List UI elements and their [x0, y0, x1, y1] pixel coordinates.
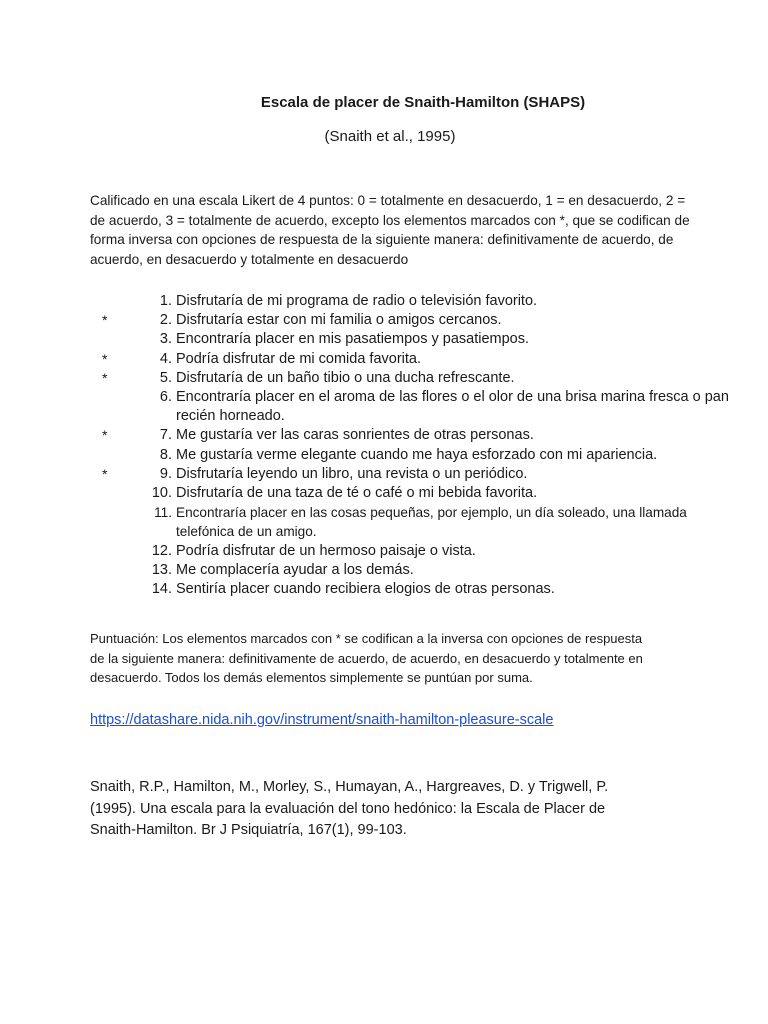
list-item	[90, 311, 730, 330]
list-item	[90, 369, 730, 388]
item-number: 12.	[151, 542, 172, 559]
item-number: 11.	[154, 505, 172, 521]
list-item	[90, 465, 730, 484]
item-number: 3.	[159, 331, 172, 348]
list-item	[90, 446, 730, 465]
item-number: 6.	[159, 389, 172, 406]
item-text: Me complacería ayudar a los demás.	[176, 561, 414, 578]
list-item	[90, 388, 730, 426]
document-title: Escala de placer de Snaith-Hamilton (SHAPS)	[260, 94, 586, 111]
reverse-scored-marker: *	[102, 369, 108, 386]
list-item	[90, 350, 730, 369]
item-number: 8.	[159, 446, 172, 463]
item-text: Encontraría placer en las cosas pequeñas, por ejemplo, un día soleado, una llamada telefónica de un amigo.	[176, 505, 687, 540]
intro-paragraph: Calificado en una escala Likert de 4 puntos: 0 = totalmente en desacuerdo, 1 = en desacuerdo, 2 = de acuerdo, 3 = totalmente de acuerdo, excepto los elementos marcados con *, que se codifican de forma inversa con opciones de respuesta de la siguiente manera: definitivamente de acuerdo, de acuerdo, en desacuerdo y totalmente en desacuerdo	[90, 193, 690, 267]
reverse-scored-marker: *	[102, 427, 108, 444]
item-text: Me gustaría ver las caras sonrientes de otras personas.	[176, 427, 534, 444]
item-number: 9.	[159, 465, 172, 482]
list-item	[90, 542, 730, 561]
item-text: Podría disfrutar de un hermoso paisaje o vista.	[176, 542, 476, 559]
item-number: 10.	[151, 485, 172, 502]
item-number: 13.	[151, 561, 172, 578]
item-text: Podría disfrutar de mi comida favorita.	[176, 350, 421, 367]
item-number: 7.	[159, 427, 172, 444]
item-text: Disfrutaría de mi programa de radio o televisión favorito.	[176, 293, 538, 309]
item-text: Encontraría placer en el aroma de las flores o el olor de una brisa marina fresca o pan recién horneado.	[176, 389, 729, 425]
list-item	[90, 292, 730, 311]
item-number: 2.	[159, 312, 172, 329]
item-number: 1.	[159, 293, 172, 309]
item-text: Encontraría placer en mis pasatiempos y pasatiempos.	[176, 331, 530, 348]
reverse-scored-marker: *	[102, 350, 108, 367]
list-item	[90, 330, 730, 349]
list-item	[90, 503, 730, 541]
list-item	[90, 426, 730, 445]
item-text: Sentiría placer cuando recibiera elogios de otras personas.	[176, 581, 555, 598]
item-number: 5.	[159, 369, 172, 386]
list-item	[90, 580, 730, 599]
reverse-scored-marker: *	[102, 312, 108, 329]
source-link[interactable]: https://datashare.nida.nih.gov/instrument/snaith-hamilton-pleasure-scale	[90, 712, 554, 728]
item-text: Disfrutaría de un baño tibio o una ducha refrescante.	[176, 369, 515, 386]
item-number: 14.	[151, 581, 172, 598]
document-subtitle: (Snaith et al., 1995)	[324, 128, 456, 145]
list-item	[90, 484, 730, 503]
item-text: Me gustaría verme elegante cuando me haya esforzado con mi apariencia.	[176, 446, 658, 463]
list-item	[90, 561, 730, 580]
item-text: Disfrutaría de una taza de té o café o mi bebida favorita.	[176, 485, 538, 502]
citation-paragraph: Snaith, R.P., Hamilton, M., Morley, S., Humayan, A., Hargreaves, D. y Trigwell, P. (1995). Una escala para la evaluación del tono hedónico: la Escala de Placer de Snaith-Hamilton. Br J Psiquiatría, 167(1), 99-103.	[90, 779, 609, 838]
reverse-scored-marker: *	[102, 465, 108, 482]
scoring-paragraph: Puntuación: Los elementos marcados con * se codifican a la inversa con opciones de respuesta de la siguiente manera: definitivamente de acuerdo, de acuerdo, en desacuerdo y totalmente en desacuerdo. Todos los demás elementos simplemente se puntúan por suma.	[90, 631, 643, 685]
item-list	[90, 292, 730, 599]
item-text: Disfrutaría leyendo un libro, una revista o un periódico.	[176, 465, 528, 482]
item-number: 4.	[159, 350, 172, 367]
item-text: Disfrutaría estar con mi familia o amigos cercanos.	[176, 312, 502, 329]
